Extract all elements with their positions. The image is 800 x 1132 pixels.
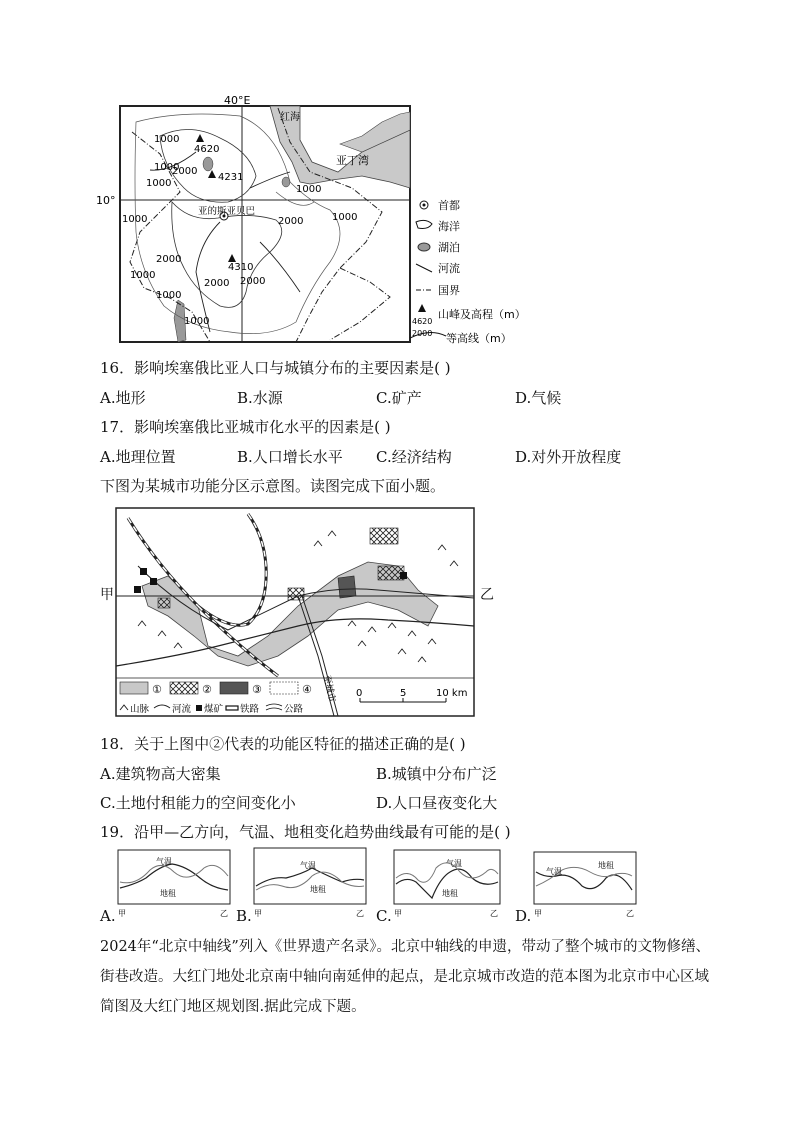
legend-num-2: ② [202,683,212,696]
gulf-label: 亚丁湾 [336,154,369,167]
lat-label: 10° [96,194,116,207]
temp-label: 气温 [546,867,562,876]
legend-contour: 等高线（m） [446,332,512,345]
q17-option-a[interactable]: A.地理位置 [100,448,176,466]
intro-beijing: 2024年“北京中轴线”列入《世界遗产名录》。北京中轴线的申遗，带动了整个城市的文物修缮、街巷改造。大红门地处北京南中轴向南延伸的起点，是北京城市改造的范本图为北京市中心区域简图及大红门地区规划图.据此完成下题。 [100,939,710,1015]
q17-option-d[interactable]: D.对外开放程度 [515,448,622,466]
axis-start: 甲 [118,909,126,918]
legend-peak: 山峰及高程（m） [438,308,526,321]
legend-num-1: ① [152,683,162,696]
contour-label: 1000 [130,270,156,281]
contour-label: 1000 [184,316,210,327]
map1-legend [410,198,526,345]
rent-label: 地租 [598,861,614,870]
contour-label: 1000 [154,134,180,145]
rent-label: 地租 [310,885,326,894]
legend-zone-1 [120,682,148,694]
question-17: 17．影响埃塞俄比亚城市化水平的因素是( ) [100,418,391,436]
river-legend-icon [416,264,432,272]
contour-label: 1000 [156,290,182,301]
temp-label: 气温 [300,861,316,870]
scale-0: 0 [356,688,363,699]
legend-num-4: ④ [302,683,312,696]
graph-frame [254,848,366,904]
legend-railway-icon [226,706,238,710]
scale-5: 5 [400,688,407,699]
legend-zone-3 [220,682,248,694]
peak-legend-icon [418,304,426,312]
contour-label: 1000 [332,212,358,223]
q19-graph-b[interactable] [252,846,368,920]
rent-label: 地租 [442,889,458,898]
q19-option-c[interactable]: C. [376,907,392,925]
q17-option-c[interactable]: C.经济结构 [376,448,452,466]
ocean-legend-icon [416,220,432,228]
axis-start: 甲 [254,909,262,918]
q19-option-b[interactable]: B. [236,907,252,925]
road-destination-label: 至城市 [321,674,337,704]
q19-option-d[interactable]: D. [515,907,532,925]
legend-num-3: ③ [252,683,262,696]
question-16: 16．影响埃塞俄比亚人口与城镇分布的主要因素是( ) [100,359,451,377]
graph-frame [534,852,636,904]
scale-10: 10 km [436,688,468,699]
legend-coal: 煤矿 [204,704,224,715]
q19-graph-c[interactable] [392,848,504,920]
legend-ocean: 海洋 [438,220,460,233]
peak-elev: 4310 [228,262,254,273]
q19-graph-d[interactable] [532,850,640,920]
rent-label: 地租 [160,889,176,898]
contour-label: 2000 [204,278,230,289]
q16-option-b[interactable]: B.水源 [237,389,283,407]
q18-option-a[interactable]: A.建筑物高大密集 [100,765,221,783]
capital-label: 亚的斯亚贝巴 [198,206,256,217]
lon-label: 40°E [224,94,251,107]
legend-river: 河流 [172,704,192,715]
legend-mountain: 山脉 [130,704,150,715]
zone-2 [370,528,398,544]
temp-label: 气温 [156,857,172,866]
lake [203,157,213,171]
contour-label: 1000 [154,162,180,173]
axis-end: 乙 [220,909,228,918]
legend-peak-sample: 4620 [412,317,433,326]
zone-2 [288,588,304,600]
legend-border: 国界 [438,284,460,297]
q16-option-d[interactable]: D.气候 [515,389,562,407]
axis-end: 乙 [490,909,498,918]
question-18: 18．关于上图中②代表的功能区特征的描述正确的是( ) [100,735,466,753]
legend-zone-4 [270,682,298,694]
axis-end: 乙 [356,909,364,918]
contour-label: 2000 [240,276,266,287]
legend-railway: 铁路 [240,704,260,715]
axis-end: 乙 [626,909,634,918]
intro-city-map: 下图为某城市功能分区示意图。读图完成下面小题。 [100,477,446,495]
axis-start: 甲 [394,909,402,918]
q19-option-a[interactable]: A. [100,907,116,925]
q18-option-d[interactable]: D.人口昼夜变化大 [376,794,498,812]
contour-label: 1000 [122,214,148,225]
lake-legend-icon [418,243,430,251]
legend-river: 河流 [438,262,460,275]
legend-contour-sample: 2000 [412,329,433,338]
legend-lake: 湖泊 [438,241,460,254]
contour-label: 2000 [156,254,182,265]
contour-label: 2000 [278,216,304,227]
peak-elev: 4620 [194,144,220,155]
axis-start: 甲 [534,909,542,918]
coal-icon [140,568,147,575]
legend-road: 公路 [284,704,304,715]
coal-icon [150,578,157,585]
question-19: 19．沿甲—乙方向，气温、地租变化趋势曲线最有可能的是( ) [100,823,511,841]
legend-capital: 首都 [438,199,460,212]
capital-legend-dot [423,204,426,207]
legend-zone-2 [170,682,198,694]
coal-icon [134,586,141,593]
contour-label: 1000 [146,178,172,189]
temp-label: 气温 [446,859,462,868]
coal-icon [400,572,407,579]
legend-coal-icon [196,705,202,711]
ethiopia-map [96,92,540,354]
zone-2 [158,598,170,608]
q18-option-b[interactable]: B.城镇中分布广泛 [376,765,497,783]
contour-label: 2000 [172,166,198,177]
city-zones-map [98,506,478,718]
peak-elev: 4231 [218,172,244,183]
label-yi: 乙 [480,587,494,603]
q18-option-c[interactable]: C.土地付租能力的空间变化小 [100,794,296,812]
q19-graph-a[interactable] [116,848,232,920]
zone-3 [338,576,356,598]
label-jia: 甲 [100,587,114,603]
q16-option-c[interactable]: C.矿产 [376,389,422,407]
q17-option-b[interactable]: B.人口增长水平 [237,448,343,466]
red-sea-label: 红海 [280,112,300,123]
q16-option-a[interactable]: A.地形 [100,389,146,407]
contour-label: 1000 [296,184,322,195]
